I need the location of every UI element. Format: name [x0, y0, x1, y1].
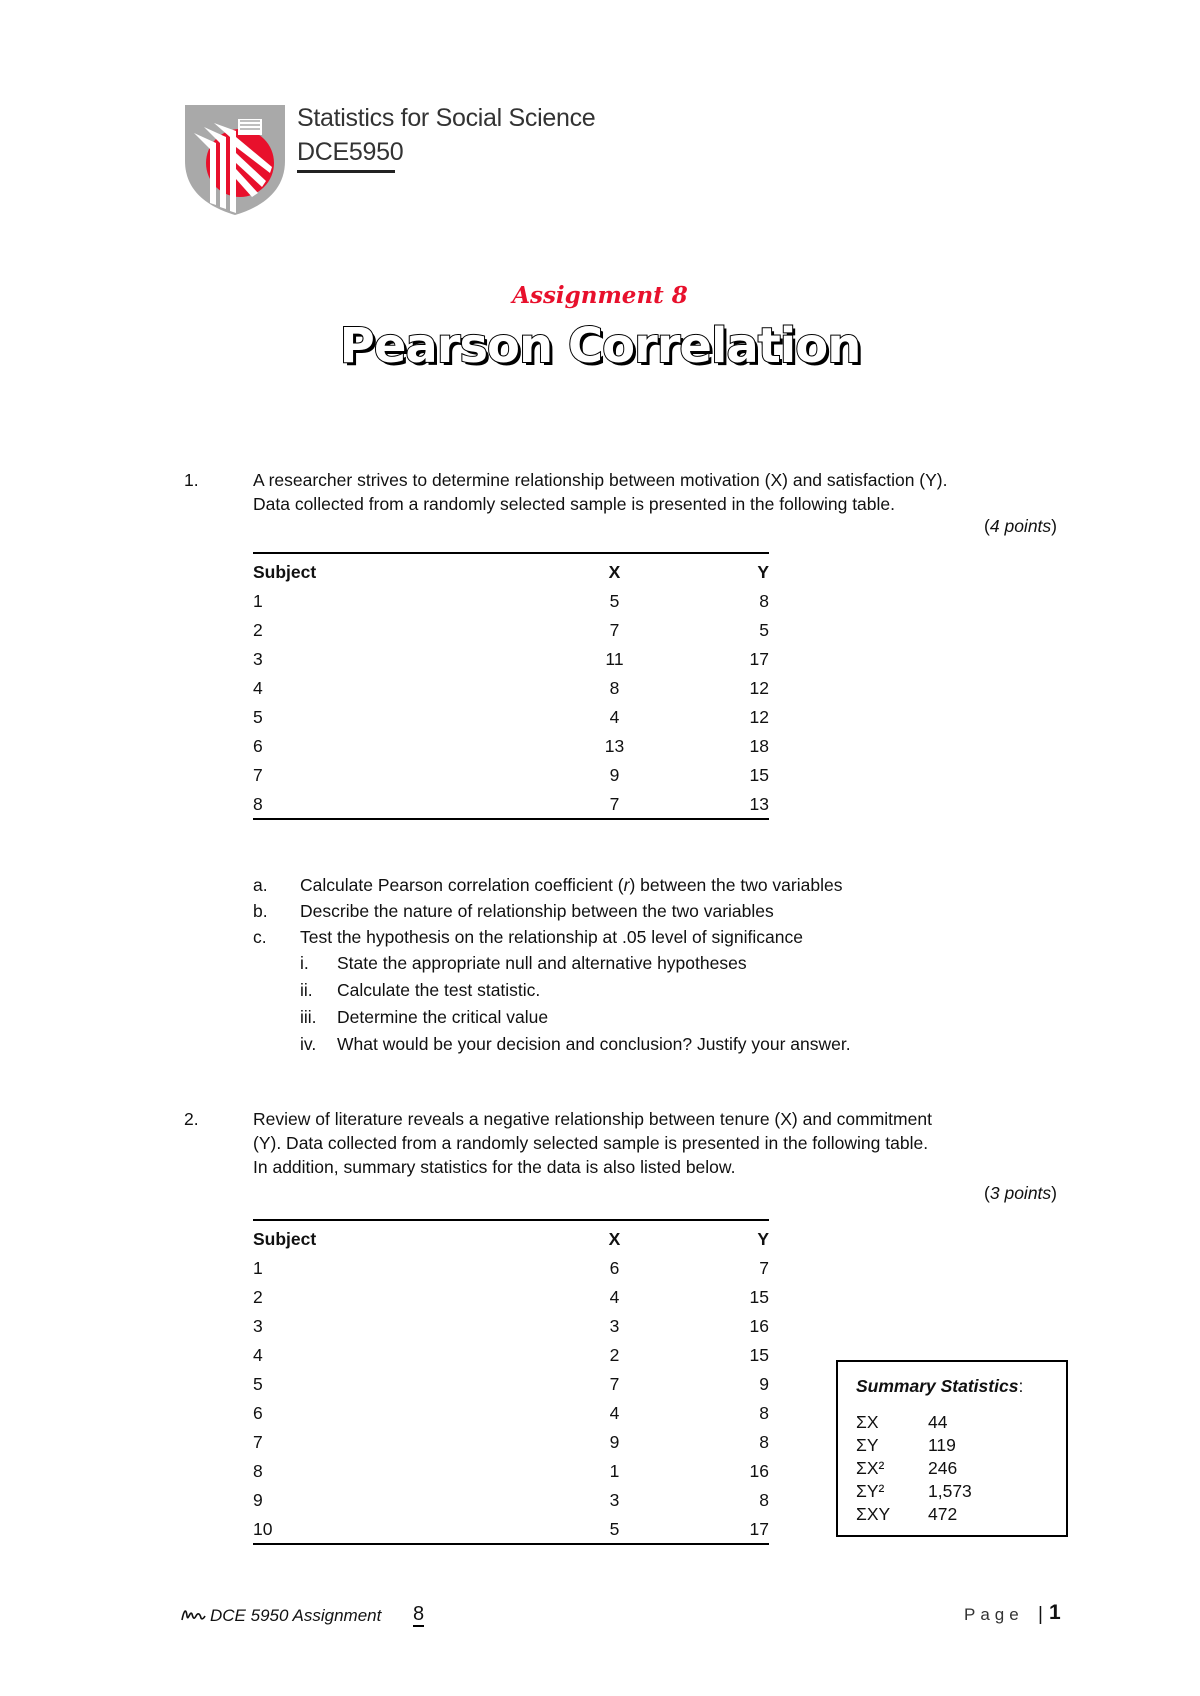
- summary-statistics-title: Summary Statistics:: [856, 1376, 1024, 1396]
- cell-x: 7: [609, 1374, 620, 1394]
- cell-x: 9: [609, 765, 620, 785]
- cell-y: 8: [759, 1490, 769, 1510]
- assignment-label: Assignment 8: [512, 282, 688, 309]
- cell-y: 12: [749, 707, 769, 727]
- course-code-underline: [297, 170, 395, 173]
- summary-row: [856, 1412, 947, 1433]
- cell-subject: 1: [253, 1258, 263, 1278]
- table-row: [253, 616, 769, 645]
- subpart-ii-text: Calculate the test statistic.: [337, 980, 541, 1000]
- cell-y: 8: [759, 1403, 769, 1423]
- table-row: [253, 1254, 769, 1283]
- question-1-text-line-2: Data collected from a randomly selected sample is presented in the following table.: [253, 494, 896, 514]
- column-header-x: X: [553, 553, 676, 587]
- summary-statistics-box: [836, 1360, 1068, 1537]
- subpart-iv-label: iv.: [300, 1034, 317, 1054]
- summary-value: 472: [928, 1504, 958, 1524]
- summary-key: ΣY²: [856, 1481, 885, 1501]
- cell-subject: 1: [253, 591, 263, 611]
- subpart-i-label: i.: [300, 953, 309, 973]
- course-title: Statistics for Social Science: [297, 104, 596, 132]
- cell-subject: 5: [253, 1374, 263, 1394]
- cell-y: 8: [759, 591, 769, 611]
- part-a-text: Calculate Pearson correlation coefficient (r) between the two variables: [300, 875, 843, 895]
- cell-subject: 8: [253, 793, 263, 814]
- question-2-points: [984, 1183, 1057, 1204]
- summary-value: 246: [928, 1458, 958, 1478]
- question-2-data-table: [253, 1219, 769, 1545]
- summary-value: 1,573: [928, 1481, 972, 1501]
- cell-x: 2: [609, 1345, 620, 1365]
- column-header-subject: Subject: [253, 553, 553, 587]
- pen-icon: [180, 1606, 206, 1624]
- cell-subject: 6: [253, 1403, 263, 1423]
- footer-text: DCE 5950 Assignment: [210, 1606, 382, 1625]
- table-header-row: [253, 1220, 769, 1254]
- cell-subject: 8: [253, 1461, 263, 1481]
- points-open-paren: (: [984, 516, 990, 536]
- table-row: [253, 645, 769, 674]
- question-1-data-table: [253, 552, 769, 820]
- summary-value: 44: [928, 1412, 948, 1432]
- part-c-label: c.: [253, 927, 267, 947]
- subpart-iii-text: Determine the critical value: [337, 1007, 549, 1027]
- university-crest-logo: [182, 103, 288, 217]
- cell-y: 17: [749, 649, 769, 669]
- table-row: [253, 1341, 769, 1370]
- question-2-text-line-2: (Y). Data collected from a randomly selected sample is presented in the following table.: [253, 1133, 929, 1153]
- part-a-label: a.: [253, 875, 268, 895]
- table-row: [253, 761, 769, 790]
- cell-subject: 7: [253, 765, 263, 785]
- cell-subject: 6: [253, 736, 263, 756]
- points-value: 4 points: [989, 516, 1052, 536]
- cell-y: 12: [749, 678, 769, 698]
- cell-x: 4: [609, 1287, 620, 1307]
- cell-subject: 2: [253, 620, 263, 640]
- table-row: [253, 1370, 769, 1399]
- footer-page-number: 1: [1049, 1601, 1061, 1624]
- table-header-row: [253, 553, 769, 587]
- footer-assignment-number: 8: [413, 1603, 425, 1625]
- question-1-text-line-1: A researcher strives to determine relationship between motivation (X) and satisfaction (Y).: [253, 470, 948, 490]
- table-row: [253, 790, 769, 819]
- part-b-text: Describe the nature of relationship between the two variables: [300, 901, 774, 921]
- table-row: [253, 1312, 769, 1341]
- cell-subject: 3: [253, 649, 263, 669]
- cell-y: 9: [759, 1374, 769, 1394]
- summary-row: [856, 1435, 956, 1456]
- course-code: DCE5950: [297, 138, 404, 166]
- subpart-i-text: State the appropriate null and alternative hypotheses: [337, 953, 747, 973]
- column-header-y: Y: [676, 1220, 769, 1254]
- cell-y: 13: [749, 793, 769, 814]
- summary-key: ΣY: [856, 1435, 879, 1455]
- cell-y: 7: [759, 1258, 769, 1278]
- summary-key: ΣX²: [856, 1458, 885, 1478]
- table-row: [253, 1486, 769, 1515]
- cell-subject: 5: [253, 707, 263, 727]
- subpart-iv-text: What would be your decision and conclusion? Justify your answer.: [337, 1034, 851, 1054]
- points-open-paren: (: [984, 1183, 990, 1203]
- summary-row: [856, 1458, 957, 1479]
- table-row: [253, 1457, 769, 1486]
- cell-y: 5: [759, 620, 769, 640]
- summary-key: ΣXY: [856, 1504, 891, 1524]
- cell-x: 7: [609, 793, 620, 814]
- question-1-number: 1.: [184, 470, 199, 490]
- question-2-text-line-3: In addition, summary statistics for the data is also listed below.: [253, 1157, 736, 1177]
- summary-row: [856, 1481, 972, 1502]
- column-header-y: Y: [676, 553, 769, 587]
- cell-x: 4: [609, 707, 620, 727]
- subpart-iii-label: iii.: [300, 1007, 317, 1027]
- column-header-x: X: [553, 1220, 676, 1254]
- cell-subject: 2: [253, 1287, 263, 1307]
- table-row: [253, 732, 769, 761]
- subpart-ii-label: ii.: [300, 980, 313, 1000]
- cell-subject: 10: [253, 1518, 273, 1539]
- table-row: [253, 1399, 769, 1428]
- cell-x: 3: [609, 1316, 620, 1336]
- cell-y: 17: [749, 1518, 769, 1539]
- cell-y: 16: [749, 1316, 769, 1336]
- cell-x: 5: [609, 1518, 620, 1539]
- footer-separator: |: [1038, 1604, 1043, 1625]
- table-row: [253, 1428, 769, 1457]
- points-close-paren: ): [1051, 1183, 1057, 1203]
- cell-subject: 7: [253, 1432, 263, 1452]
- cell-x: 7: [609, 620, 620, 640]
- cell-x: 11: [605, 649, 624, 669]
- cell-y: 8: [759, 1432, 769, 1452]
- summary-row: [856, 1504, 957, 1525]
- question-2-number: 2.: [184, 1109, 199, 1129]
- points-value: 3 points: [989, 1183, 1052, 1203]
- part-b-label: b.: [253, 901, 268, 921]
- points-close-paren: ): [1051, 516, 1057, 536]
- question-1-points: [984, 516, 1057, 537]
- table-row: [253, 703, 769, 732]
- cell-x: 1: [609, 1461, 620, 1481]
- cell-x: 5: [609, 591, 620, 611]
- cell-y: 16: [749, 1461, 769, 1481]
- summary-value: 119: [928, 1435, 956, 1455]
- cell-x: 3: [609, 1490, 620, 1510]
- cell-subject: 4: [253, 1345, 263, 1365]
- cell-x: 13: [604, 736, 625, 756]
- cell-subject: 4: [253, 678, 263, 698]
- cell-subject: 9: [253, 1490, 263, 1510]
- cell-x: 8: [609, 678, 620, 698]
- question-2-text-line-1: Review of literature reveals a negative relationship between tenure (X) and commitment: [253, 1109, 932, 1129]
- table-row: [253, 587, 769, 616]
- cell-y: 15: [749, 765, 769, 785]
- cell-y: 18: [749, 736, 769, 756]
- cell-x: 9: [609, 1432, 620, 1452]
- part-c-text: Test the hypothesis on the relationship at .05 level of significance: [300, 927, 803, 947]
- cell-y: 15: [749, 1345, 769, 1365]
- column-header-subject: Subject: [253, 1220, 553, 1254]
- cell-subject: 3: [253, 1316, 263, 1336]
- footer-page-label: Page: [964, 1605, 1024, 1624]
- table-row: [253, 674, 769, 703]
- cell-x: 6: [609, 1258, 620, 1278]
- page-title: Pearson Correlation: [339, 318, 861, 374]
- summary-key: ΣX: [856, 1412, 879, 1432]
- cell-y: 15: [749, 1287, 769, 1307]
- table-row: [253, 1283, 769, 1312]
- cell-x: 4: [609, 1403, 620, 1423]
- table-row: [253, 1515, 769, 1544]
